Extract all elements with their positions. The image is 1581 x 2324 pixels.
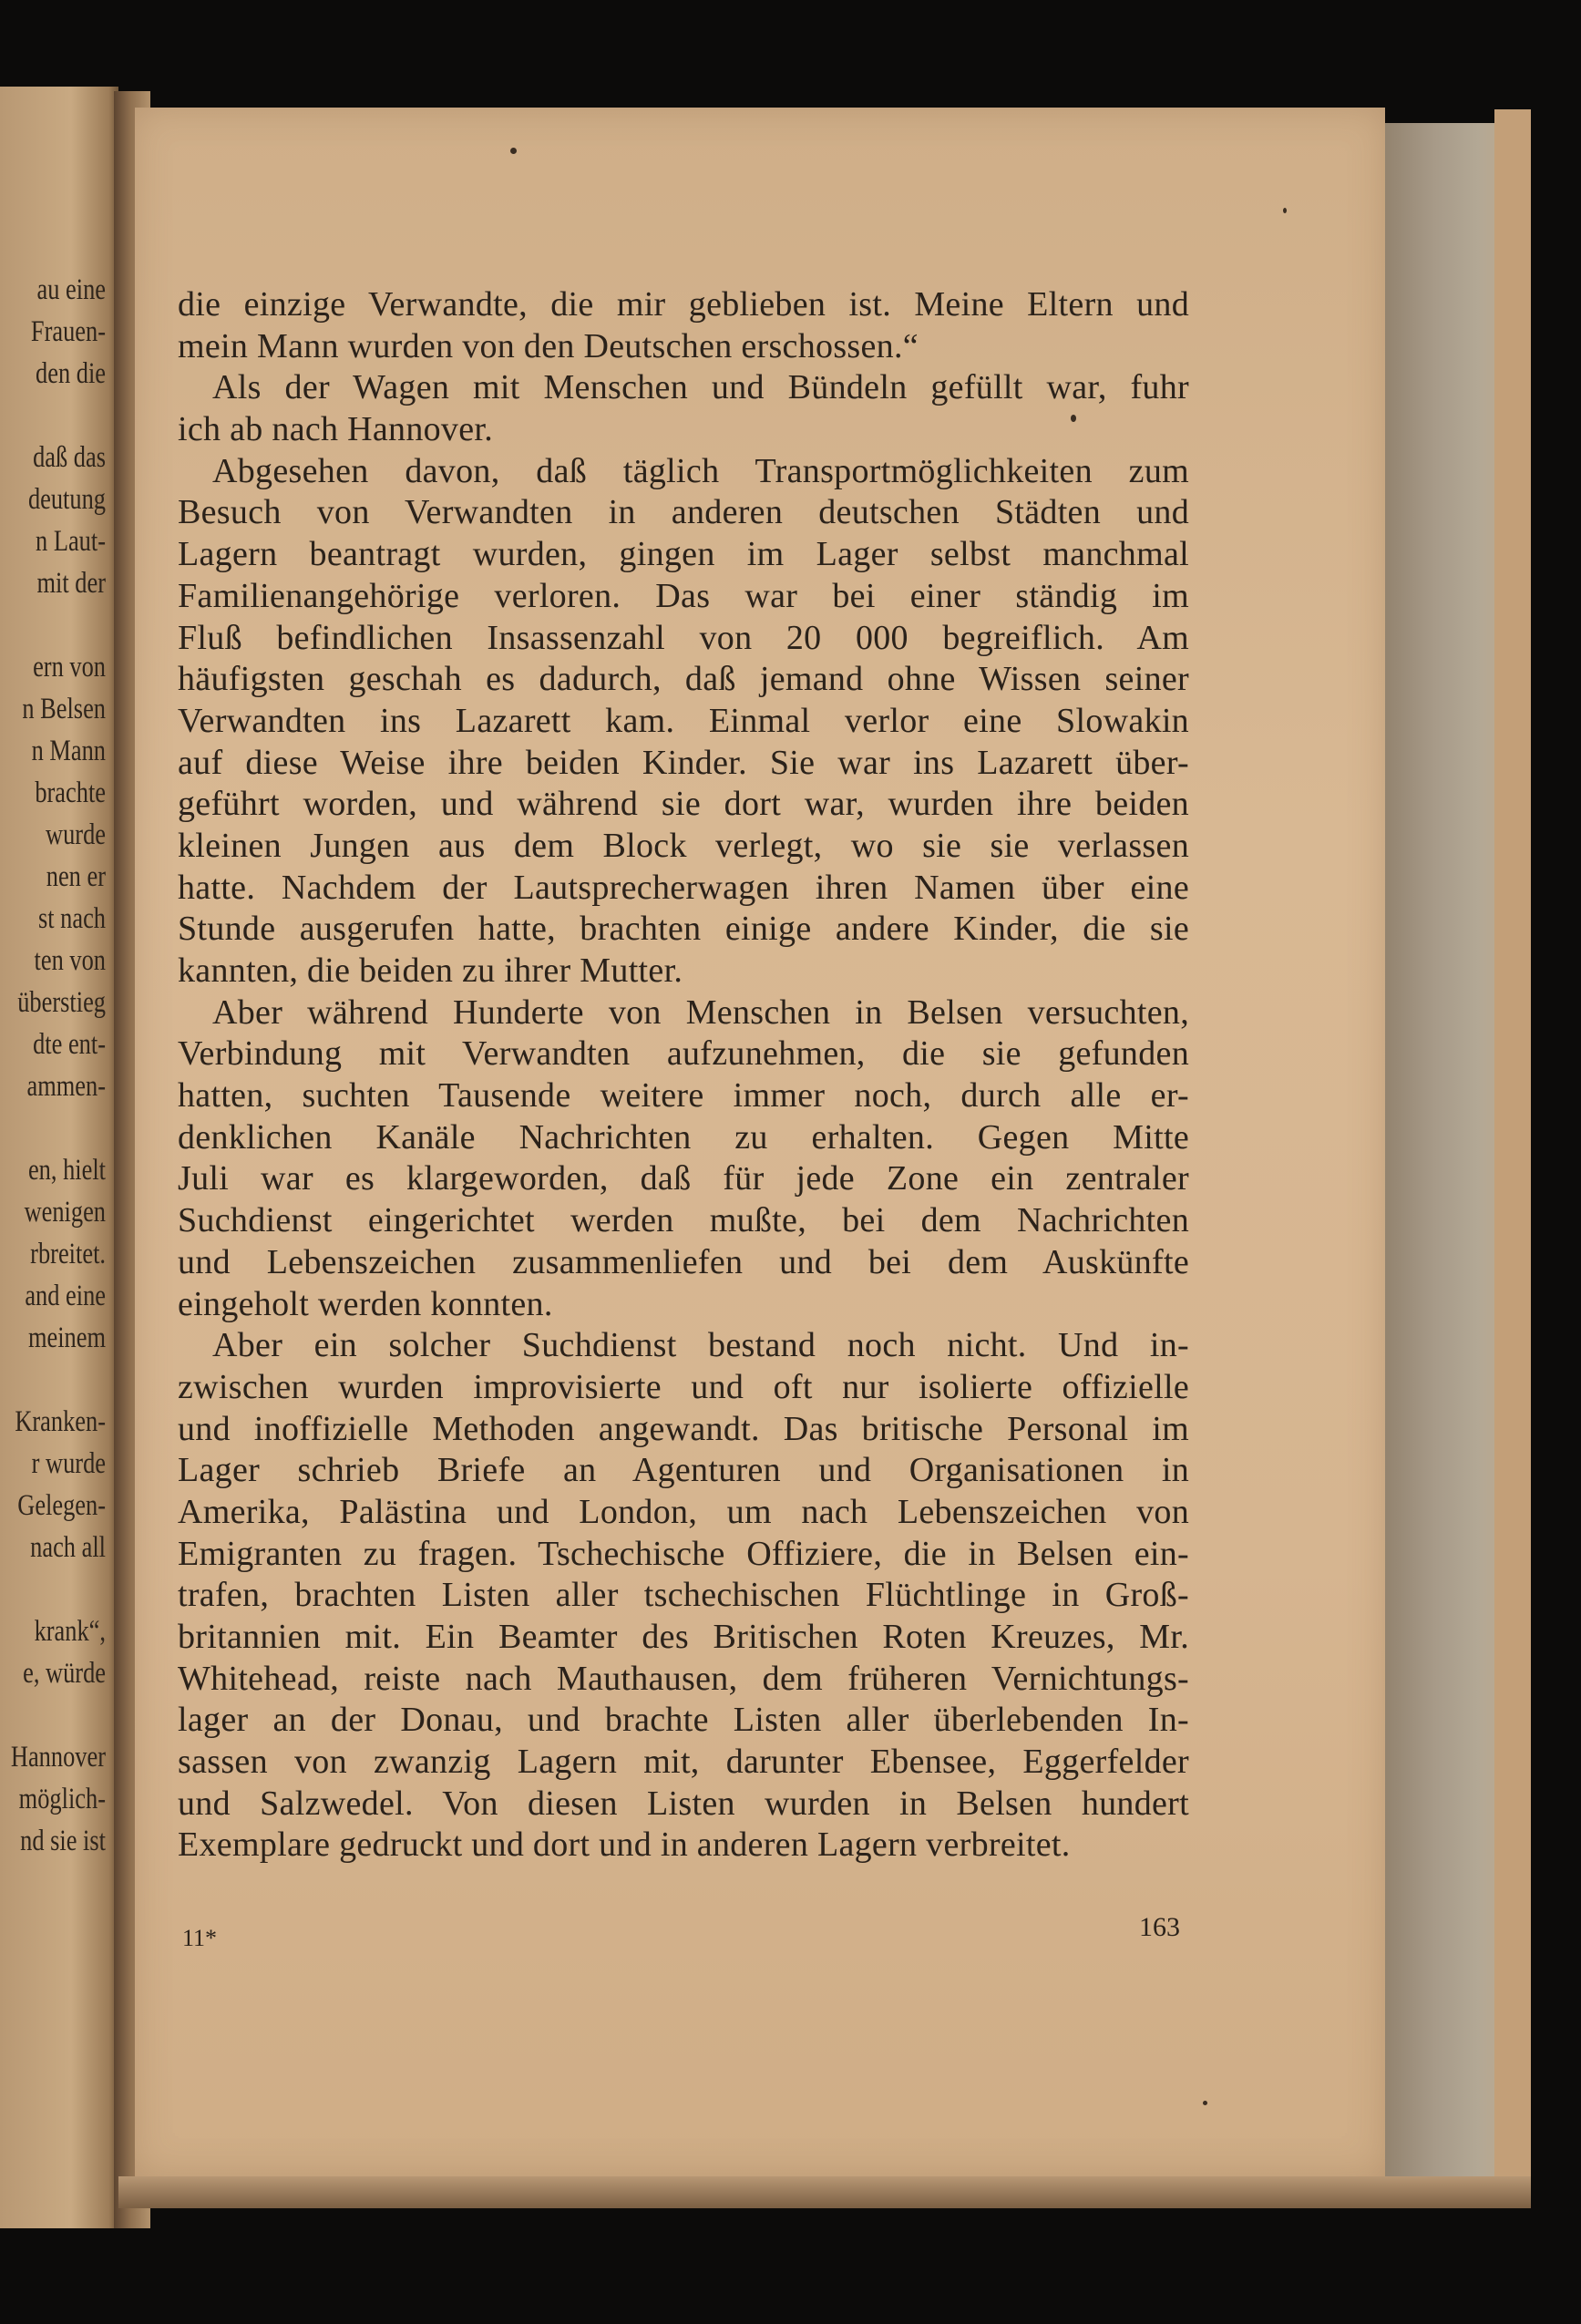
left-page-fragment: nach all [30,1531,106,1564]
left-page-fragment: r wurde [31,1447,106,1480]
paper-speck [510,148,517,154]
text-line: britannien mit. Ein Beamter des Britischen Roten Kreuzes, Mr. [178,1618,1189,1656]
text-line: Abgesehen davon, daß täglich Transportmöglichkeiten zum [212,451,1189,490]
text-line: Familienangehörige verloren. Das war bei einer ständig im [178,576,1189,615]
text-line: sassen von zwanzig Lagern mit, darunter Ebensee, Eggerfelder [178,1743,1189,1782]
left-page-fragment: rbreitet. [30,1238,106,1270]
text-line: Aber während Hunderte von Menschen in Belsen versuchten, [212,992,1189,1032]
left-page-fragment: den die [36,357,106,390]
left-page-fragment: überstieg [17,986,106,1019]
text-line: trafen, brachten Listen aller tschechischen Flüchtlinge in Groß- [178,1576,1189,1615]
text-line: Suchdienst eingerichtet werden mußte, bei dem Nachrichten [178,1201,1189,1240]
text-line: Besuch von Verwandten in anderen deutschen Städten und [178,493,1189,532]
left-page-fragment: daß das [33,441,106,474]
text-line: Stunde ausgerufen hatte, brachten einige andere Kinder, die sie [178,910,1189,949]
left-page-fragment: st nach [37,902,106,935]
text-line: Aber ein solcher Suchdienst bestand noch nicht. Und in- [212,1326,1189,1365]
left-page-fragment: brachte [35,776,106,809]
left-page-fragment: n Mann [31,735,106,767]
signature-mark: 11* [182,1925,218,1951]
left-page-fragment: au eine [36,273,106,306]
paper-speck [1203,2101,1207,2105]
text-line: Whitehead, reiste nach Mauthausen, dem früheren Vernichtungs- [178,1659,1189,1698]
text-line: Juli war es klargeworden, daß für jede Zone ein zentraler [178,1159,1189,1198]
left-page-fragment: nen er [46,860,106,893]
left-page-fragment: meinem [27,1321,106,1354]
text-line: Verwandten ins Lazarett kam. Einmal verlor eine Slowakin [178,701,1189,740]
left-page [0,87,118,2228]
left-page-fragment: Frauen- [30,315,106,348]
text-line: hatten, suchten Tausende weitere immer noch, durch alle er- [178,1076,1189,1116]
text-line: ich ab nach Hannover. [178,410,494,449]
left-page-fragment: en, hielt [27,1154,106,1187]
left-page-fragment [0,1107,106,1149]
text-line: kleinen Jungen aus dem Block verlegt, wo sie sie verlassen [178,826,1189,865]
left-page-fragment: Gelegen- [17,1489,106,1522]
page-body-text [178,284,1189,1866]
text-line: kannten, die beiden zu ihrer Mutter. [178,951,683,990]
left-page-fragment [0,604,106,646]
left-page-fragment [0,1359,106,1401]
left-page-fragment: wurde [46,818,106,851]
text-line: die einzige Verwandte, die mir geblieben ist. Meine Eltern und [178,285,1189,324]
text-line: geführt worden, und während sie dort war, wurden ihre beiden [178,785,1189,824]
book-bottom-edge [118,2176,1531,2208]
text-line: Fluß befindlichen Insassenzahl von 20 000 begreiflich. Am [178,618,1189,657]
left-page-fragment: deutung [27,483,106,516]
text-line: Amerika, Palästina und London, um nach Lebenszeichen von [178,1492,1189,1531]
text-line: denklichen Kanäle Nachrichten zu erhalten. Gegen Mitte [178,1117,1189,1157]
left-page-fragment: Hannover [10,1741,106,1774]
left-page-fragment: mit der [36,567,106,600]
text-line: Exemplare gedruckt und dort und in anderen Lagern verbreitet. [178,1825,1071,1865]
left-page-fragment [0,1568,106,1610]
text-line: eingeholt werden konnten. [178,1284,553,1323]
text-line: und Lebenszeichen zusammenliefen und bei dem Auskünfte [178,1242,1189,1281]
text-line: mein Mann wurden von den Deutschen erschossen.“ [178,326,919,365]
left-page-fragment: ammen- [26,1070,106,1103]
paper-speck [1283,208,1287,213]
left-page-fragment: n Belsen [22,693,106,725]
left-page-fragment: krank“, [34,1615,106,1648]
text-line: auf diese Weise ihre beiden Kinder. Sie war ins Lazarett über- [178,743,1189,782]
left-page-fragment: dte ent- [33,1028,106,1061]
left-page-fragment: e, würde [23,1657,106,1690]
left-page-fragment: and eine [25,1280,106,1312]
page-number: 163 [1139,1912,1180,1942]
left-page-fragment: ern von [33,651,106,684]
text-line: häufigsten geschah es dadurch, daß jemand ohne Wissen seiner [178,660,1189,699]
text-line: hatte. Nachdem der Lautsprecherwagen ihren Namen über eine [178,868,1189,907]
left-page-fragment: Kranken- [15,1405,106,1438]
left-page-fragment [0,1694,106,1736]
left-page-text-fragments [0,269,106,1862]
text-line: Lagern beantragt wurden, gingen im Lager selbst manchmal [178,535,1189,574]
left-page-fragment [0,395,106,437]
left-page-fragment: wenigen [24,1196,106,1229]
left-page-fragment: möglich- [18,1783,106,1815]
text-line: Lager schrieb Briefe an Agenturen und Organisationen in [178,1451,1189,1490]
left-page-fragment: nd sie ist [20,1825,106,1857]
text-line: und Salzwedel. Von diesen Listen wurden in Belsen hundert [178,1784,1189,1823]
book-cover-edge [1494,109,1531,2196]
paper-speck [1071,415,1076,422]
text-line: zwischen wurden improvisierte und oft nur isolierte offizielle [178,1367,1189,1406]
left-page-fragment: n Laut- [36,525,106,558]
text-line: und inoffizielle Methoden angewandt. Das britische Personal im [178,1409,1189,1448]
text-line: Als der Wagen mit Menschen und Bündeln gefüllt war, fuhr [212,368,1189,407]
text-line: Emigranten zu fragen. Tschechische Offiziere, die in Belsen ein- [178,1534,1189,1573]
left-page-fragment: ten von [34,944,106,977]
text-line: Verbindung mit Verwandten aufzunehmen, die sie gefunden [178,1034,1189,1074]
text-line: lager an der Donau, und brachte Listen aller überlebenden In- [178,1701,1189,1740]
